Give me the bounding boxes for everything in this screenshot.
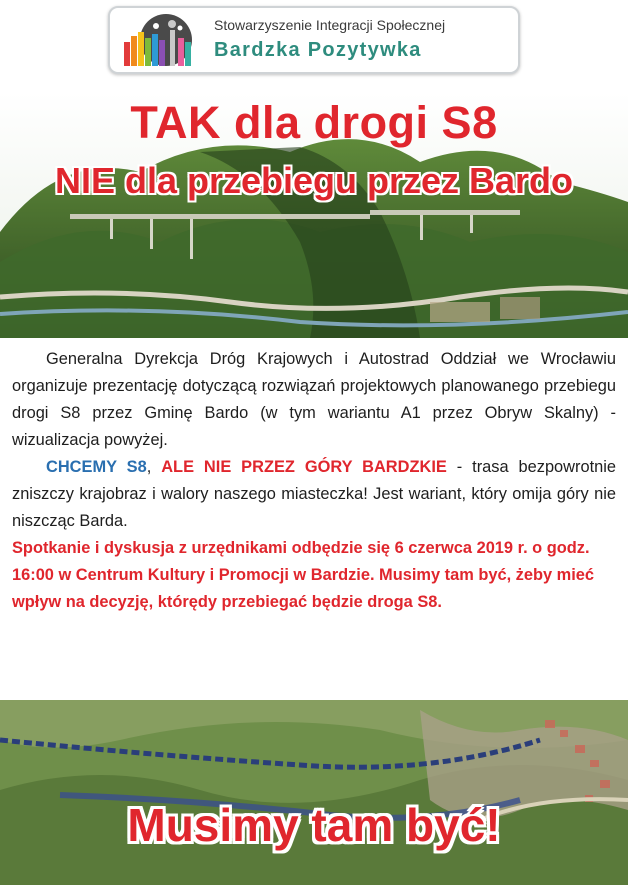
main-title: TAK dla drogi S8 <box>130 97 498 148</box>
logo-organization-name: Bardzka Pozytywka <box>214 39 422 61</box>
aerial-route-map-image <box>0 700 628 885</box>
we-want-s8-text: CHCEMY S8 <box>46 458 147 476</box>
comma-text: , <box>146 458 162 476</box>
paragraph-position-rest: - trasa bezpowrotnie zniszczy krajobraz i walory naszego miasteczka! Jest wariant, który omija góry nie niszcząc Barda. <box>12 458 617 530</box>
organization-logo <box>108 6 520 74</box>
paragraph-meeting: Spotkanie i dyskusja z urzędnikami odbędzie się 6 czerwca 2019 r. o godz. 16:00 w Centrum Kultury i Promocji w Bardzie. Musimy tam być, żeby mieć wpływ na decyzję, którędy przebiegać będzie droga S8. <box>12 539 595 611</box>
paragraph-position <box>12 454 616 535</box>
body-text <box>12 346 616 616</box>
slogan: Musimy tam być! <box>127 799 501 851</box>
paragraph-presentation: Generalna Dyrekcja Dróg Krajowych i Autostrad Oddział we Wrocławiu organizuje prezentację dotyczącą rozwiązań projektowych planowanego przebiegu drogi S8 przez Gminę Bardo (w tym wariantu A1 przez Obryw Skalny) - wizualizacja powyżej. <box>12 350 616 449</box>
logo-organization-line: Stowarzyszenie Integracji Społecznej <box>214 17 446 33</box>
subtitle: NIE dla przebiegu przez Bardo <box>54 160 574 201</box>
logo-emblem-icon <box>118 12 204 68</box>
not-through-mountains-text: ALE NIE PRZEZ GÓRY BARDZKIE <box>161 458 447 476</box>
